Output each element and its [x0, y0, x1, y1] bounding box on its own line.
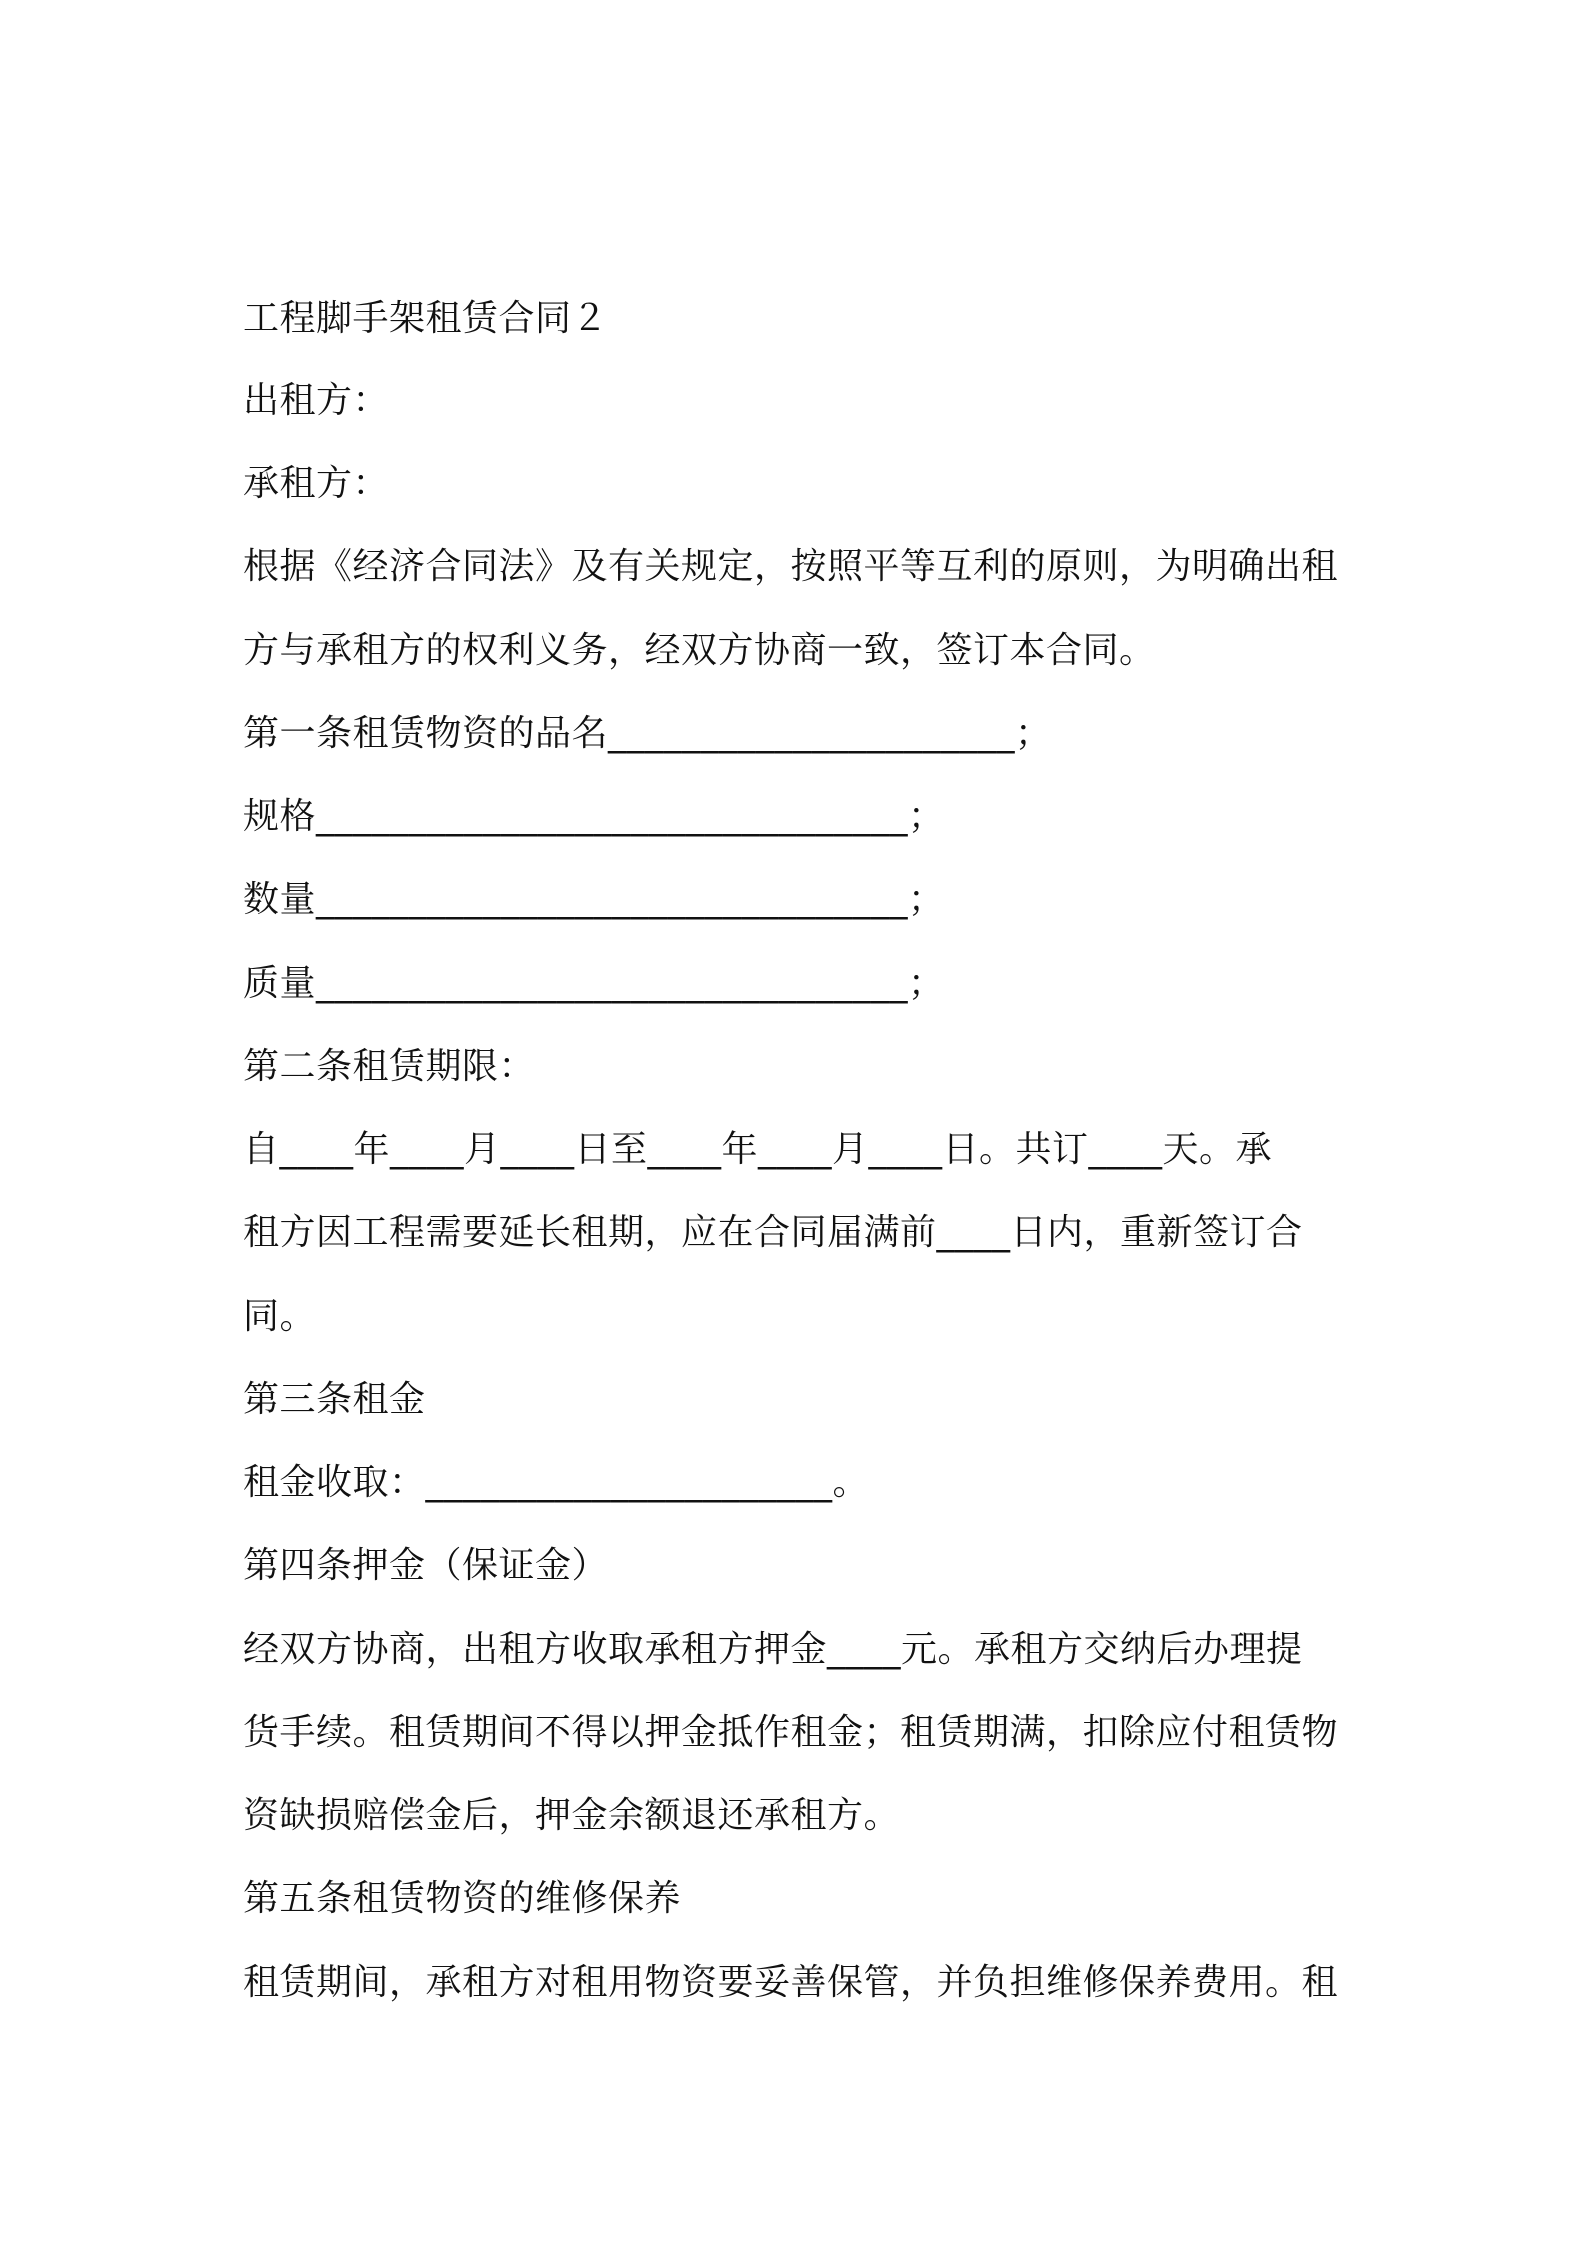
paragraph-line: 经双方协商，出租方收取承租方押金____元。承租方交纳后办理提	[243, 1629, 1303, 1670]
lessee-line: 承租方：	[243, 463, 390, 504]
paragraph-line: 自____年____月____日至____年____月____日。共订____天。承	[243, 1129, 1273, 1170]
paragraph-line: 租赁期间，承租方对租用物资要妥善保管，并负担维修保养费用。租	[243, 1962, 1339, 2003]
quality-line: 质量________________________________；	[243, 963, 945, 1004]
paragraph-line: 根据《经济合同法》及有关规定，按照平等互利的原则，为明确出租	[243, 546, 1339, 587]
rent-line: 租金收取：______________________。	[243, 1462, 870, 1503]
paragraph-line: 方与承租方的权利义务，经双方协商一致，签订本合同。	[243, 630, 1156, 671]
article-2-heading: 第二条租赁期限：	[243, 1046, 536, 1087]
quantity-line: 数量________________________________；	[243, 879, 945, 920]
spec-line: 规格________________________________；	[243, 796, 945, 837]
paragraph-line: 资缺损赔偿金后，押金余额退还承租方。	[243, 1795, 901, 1836]
article-3-heading: 第三条租金	[243, 1379, 426, 1420]
article-1-heading: 第一条租赁物资的品名______________________；	[243, 713, 1052, 754]
article-5-heading: 第五条租赁物资的维修保养	[243, 1878, 682, 1919]
paragraph-line: 租方因工程需要延长租期，应在合同届满前____日内，重新签订合	[243, 1212, 1303, 1253]
paragraph-line: 货手续。租赁期间不得以押金抵作租金；租赁期满，扣除应付租赁物	[243, 1712, 1339, 1753]
paragraph-line: 同。	[243, 1296, 317, 1337]
article-4-heading: 第四条押金（保证金）	[243, 1545, 609, 1586]
document-title: 工程脚手架租赁合同２	[243, 298, 609, 339]
lessor-line: 出租方：	[243, 380, 390, 421]
